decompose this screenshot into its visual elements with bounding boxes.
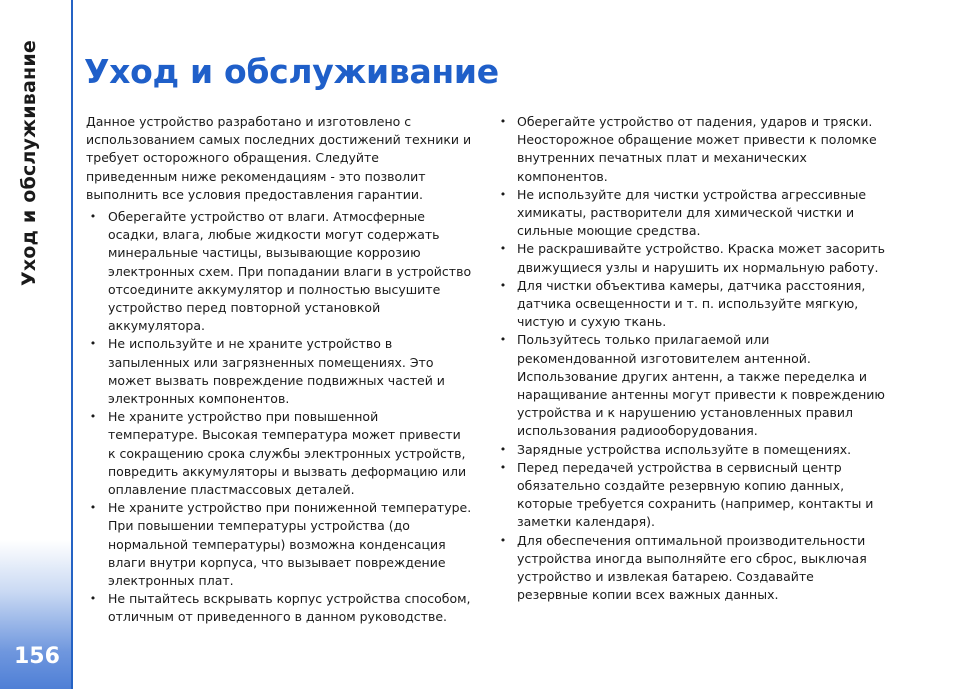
bullet-icon: • <box>89 501 97 515</box>
bullet-icon: • <box>89 410 97 424</box>
bullet-icon: • <box>89 337 97 351</box>
list-item-text: Не используйте для чистки устройства агрессивные химикаты, растворители для химической чистки и сильные моющие средства. <box>517 186 867 239</box>
left-bullet-list <box>86 208 472 627</box>
bullet-icon: • <box>499 333 507 347</box>
list-item <box>496 277 888 332</box>
list-item-text: Оберегайте устройство от падения, ударов и тряски. Неосторожное обращение может привести к поломке внутренних печатных плат и механических компонентов. <box>517 114 877 184</box>
list-item <box>496 331 888 440</box>
intro-paragraph: Данное устройство разработано и изготовлено с использованием самых последних достижений техники и требует осторожного обращения. Следуйте приведенным ниже рекомендациям - это позволит выполнить все условия предоставления гарантии. <box>86 114 472 202</box>
list-item-text: Оберегайте устройство от влаги. Атмосферные осадки, влага, любые жидкости могут содержать минеральные частицы, вызывающие коррозию электронных схем. При попадании влаги в устройство отсоедините аккумулятор и полностью высушите устройство перед повторной установкой аккумулятора. <box>108 209 472 334</box>
list-item-text: Не раскрашивайте устройство. Краска может засорить движущиеся узлы и нарушить их нормальную работу. <box>517 241 886 275</box>
list-item-text: Не храните устройство при повышенной температуре. Высокая температура может привести к сокращению срока службы электронных устройств, повредить аккумуляторы и вызвать деформацию или оплавление пластмассовых деталей. <box>108 409 467 498</box>
list-item-text: Для обеспечения оптимальной производительности устройства иногда выполняйте его сброс, выключая устройство и извлекая батарею. Создавайте резервные копии всех важных данных. <box>517 532 867 603</box>
bullet-icon: • <box>89 592 97 606</box>
right-bullet-list <box>496 113 888 604</box>
list-item <box>86 408 472 499</box>
list-item-text: Зарядные устройства используйте в помещениях. <box>517 441 852 457</box>
bullet-icon: • <box>499 187 507 201</box>
list-item-text: Пользуйтесь только прилагаемой или рекомендованной изготовителем антенной. Использование других антенн, а также переделка и наращивание антенны могут привести к повреждению устройства и к нарушению установленных правил использования радиооборудования. <box>517 332 885 439</box>
sidebar-divider <box>71 0 73 689</box>
list-item <box>86 590 472 626</box>
list-item <box>496 459 888 532</box>
list-item <box>496 240 888 276</box>
bullet-icon: • <box>499 242 507 256</box>
list-item <box>496 441 888 459</box>
bullet-icon: • <box>499 460 507 474</box>
list-item <box>86 499 472 590</box>
page-title: Уход и обслуживание <box>84 52 499 91</box>
list-item-text: Не храните устройство при пониженной температуре. При повышении температуры устройства (до нормальной температуры) возможна конденсация влаги внутри корпуса, что вызывает повреждение электронных плат. <box>108 500 472 589</box>
list-item-text: Не используйте и не храните устройство в запыленных или загрязненных помещениях. Это может вызвать повреждение подвижных частей и электронных компонентов. <box>108 336 445 407</box>
right-column <box>496 113 888 604</box>
list-item <box>496 532 888 605</box>
list-item <box>86 335 472 408</box>
list-item <box>496 186 888 241</box>
left-column <box>86 113 472 627</box>
bullet-icon: • <box>89 210 97 224</box>
list-item <box>496 113 888 186</box>
page-number: 156 <box>14 644 60 669</box>
sidebar-vertical-title: Уход и обслуживание <box>18 40 40 286</box>
bullet-icon: • <box>499 278 507 292</box>
list-item-text: Перед передачей устройства в сервисный центр обязательно создайте резервную копию данных, которые требуется сохранить (например, контакты и заметки календаря). <box>517 459 874 530</box>
list-item-text: Не пытайтесь вскрывать корпус устройства способом, отличным от приведенного в данном руководстве. <box>108 591 471 625</box>
list-item <box>86 208 472 335</box>
bullet-icon: • <box>499 533 507 547</box>
bullet-icon: • <box>499 442 507 456</box>
list-item-text: Для чистки объектива камеры, датчика расстояния, датчика освещенности и т. п. используйте мягкую, чистую и сухую ткань. <box>517 277 866 330</box>
bullet-icon: • <box>499 115 507 128</box>
